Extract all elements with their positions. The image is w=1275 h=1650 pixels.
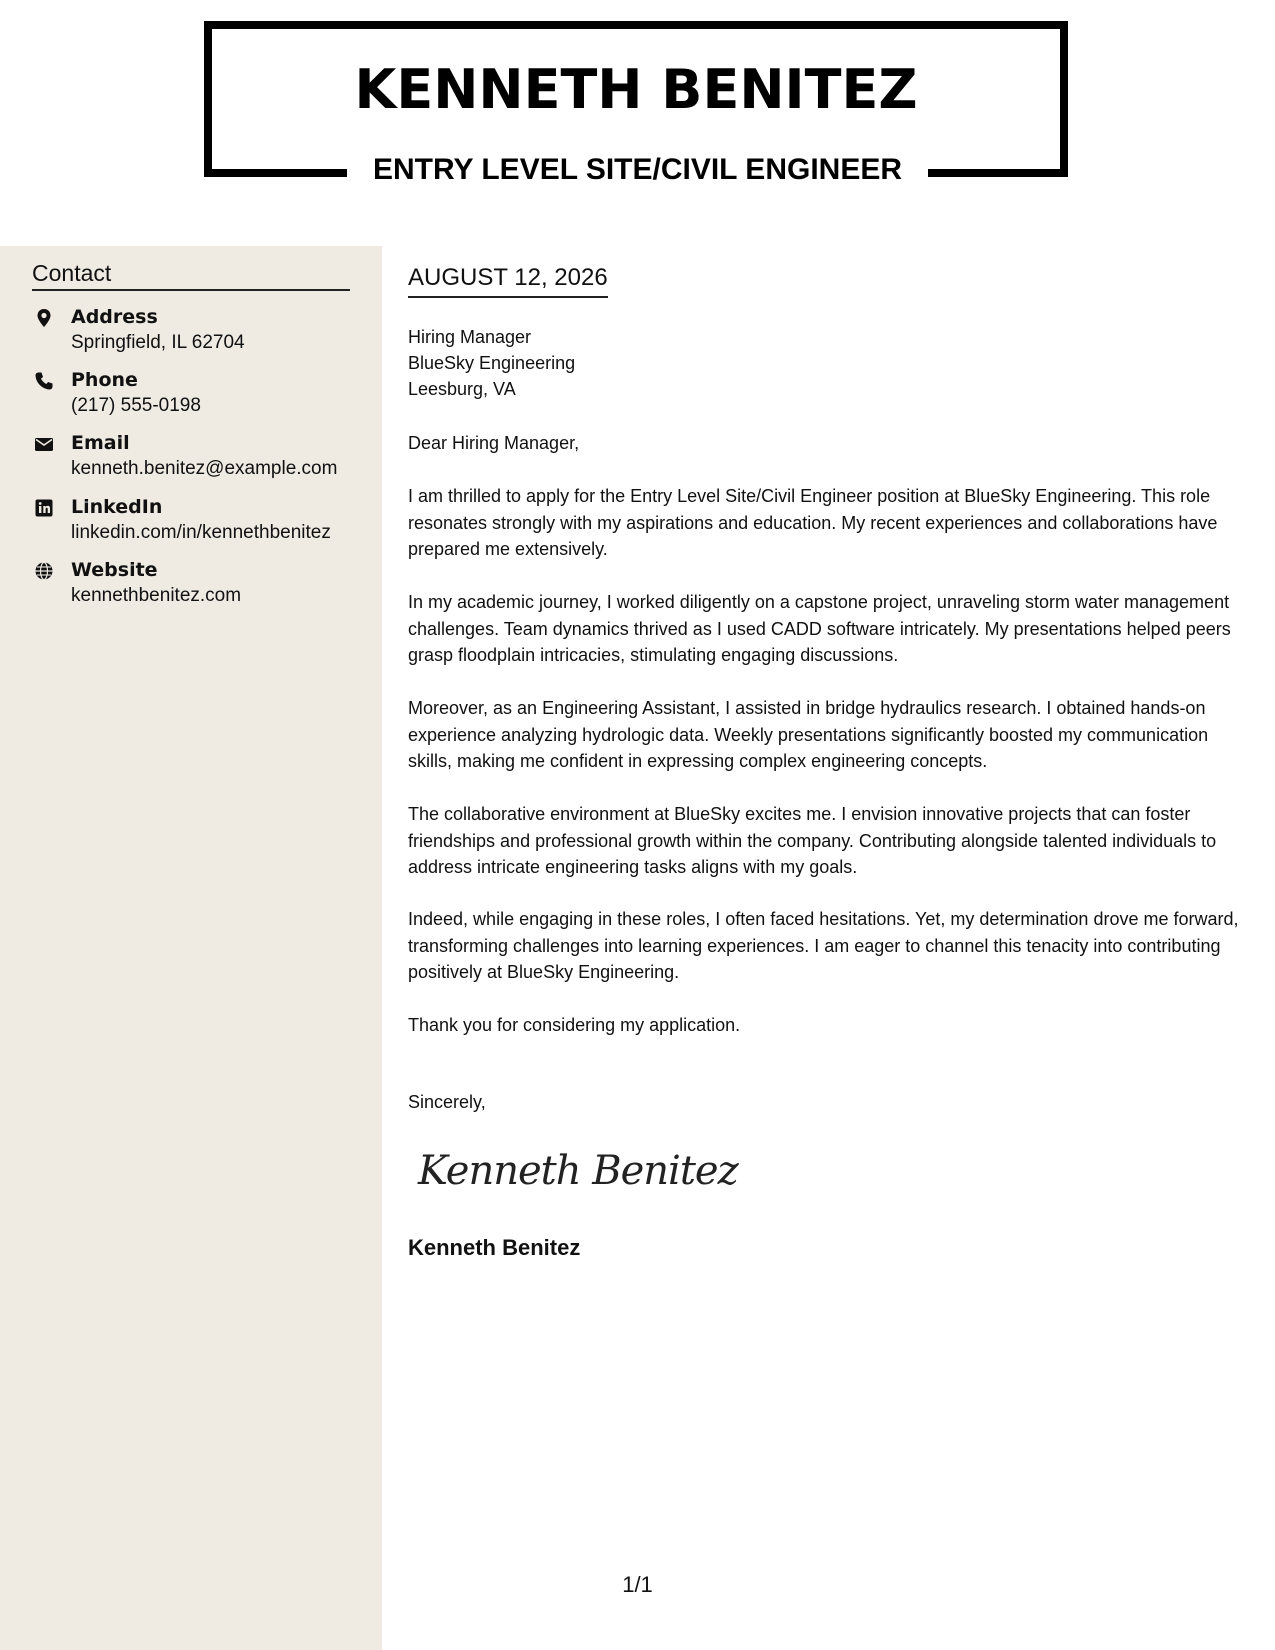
recipient-line: Leesburg, VA xyxy=(408,379,516,399)
linkedin-icon xyxy=(34,498,54,518)
contact-value[interactable]: (217) 555-0198 xyxy=(71,395,201,416)
contact-sidebar xyxy=(0,246,382,1650)
header-frame-bottom-right xyxy=(928,169,1068,177)
recipient-line: Hiring Manager xyxy=(408,327,532,347)
map-pin-icon xyxy=(34,308,54,328)
body-paragraph: Indeed, while engaging in these roles, I often faced hesitations. Yet, my determination drove me forward, transforming challenges into learning experiences. I am eager to channel this tenacity into contributing positively at BlueSky Engineering. xyxy=(408,909,1239,982)
contact-value[interactable]: Springfield, IL 62704 xyxy=(71,332,245,353)
body-paragraph: In my academic journey, I worked diligently on a capstone project, unraveling storm water management challenges. Team dynamics thrived as I used CADD software intricately. My presentations helped peers grasp floodplain intricacies, stimulating engaging discussions. xyxy=(408,592,1231,665)
recipient-block xyxy=(408,324,575,402)
contact-label: Phone xyxy=(71,369,138,391)
letter-date: AUGUST 12, 2026 xyxy=(408,264,608,298)
body-paragraph: Moreover, as an Engineering Assistant, I assisted in bridge hydraulics research. I obtained hands-on experience analyzing hydrologic data. Weekly presentations significantly boosted my communication skills, making me confident in expressing complex engineering concepts. xyxy=(408,698,1209,771)
signer-name: Kenneth Benitez xyxy=(408,1235,581,1260)
closing: Sincerely, xyxy=(408,1092,486,1112)
contact-value[interactable]: linkedin.com/in/kennethbenitez xyxy=(71,522,331,543)
body-paragraph: Thank you for considering my application. xyxy=(408,1015,741,1035)
header-frame-bottom-left xyxy=(204,169,347,177)
phone-icon xyxy=(34,371,54,391)
contact-label: Address xyxy=(71,306,158,328)
contact-label: Website xyxy=(71,559,158,581)
contact-label: LinkedIn xyxy=(71,496,163,518)
candidate-name: KENNETH BENITEZ xyxy=(354,58,918,121)
salutation: Dear Hiring Manager, xyxy=(408,433,580,453)
contact-label: Email xyxy=(71,432,130,454)
envelope-icon xyxy=(34,434,54,454)
contact-value[interactable]: kenneth.benitez@example.com xyxy=(71,458,338,479)
body-paragraph: The collaborative environment at BlueSky excites me. I envision innovative projects that can foster friendships and professional growth within the company. Contributing alongside talented individuals to address intricate engineering tasks aligns with my goals. xyxy=(408,804,1217,877)
signature-image: Kenneth Benitez xyxy=(418,1148,738,1194)
body-paragraph: I am thrilled to apply for the Entry Level Site/Civil Engineer position at BlueSky Engineering. This role resonates strongly with my aspirations and education. My recent experiences and collaborations have prepared me extensively. xyxy=(408,486,1218,559)
recipient-line: BlueSky Engineering xyxy=(408,353,576,373)
job-title: ENTRY LEVEL SITE/CIVIL ENGINEER xyxy=(373,153,902,186)
contact-heading: Contact xyxy=(32,260,350,291)
page-number: 1/1 xyxy=(622,1572,653,1597)
globe-icon xyxy=(34,561,54,581)
contact-value[interactable]: kennethbenitez.com xyxy=(71,585,242,606)
